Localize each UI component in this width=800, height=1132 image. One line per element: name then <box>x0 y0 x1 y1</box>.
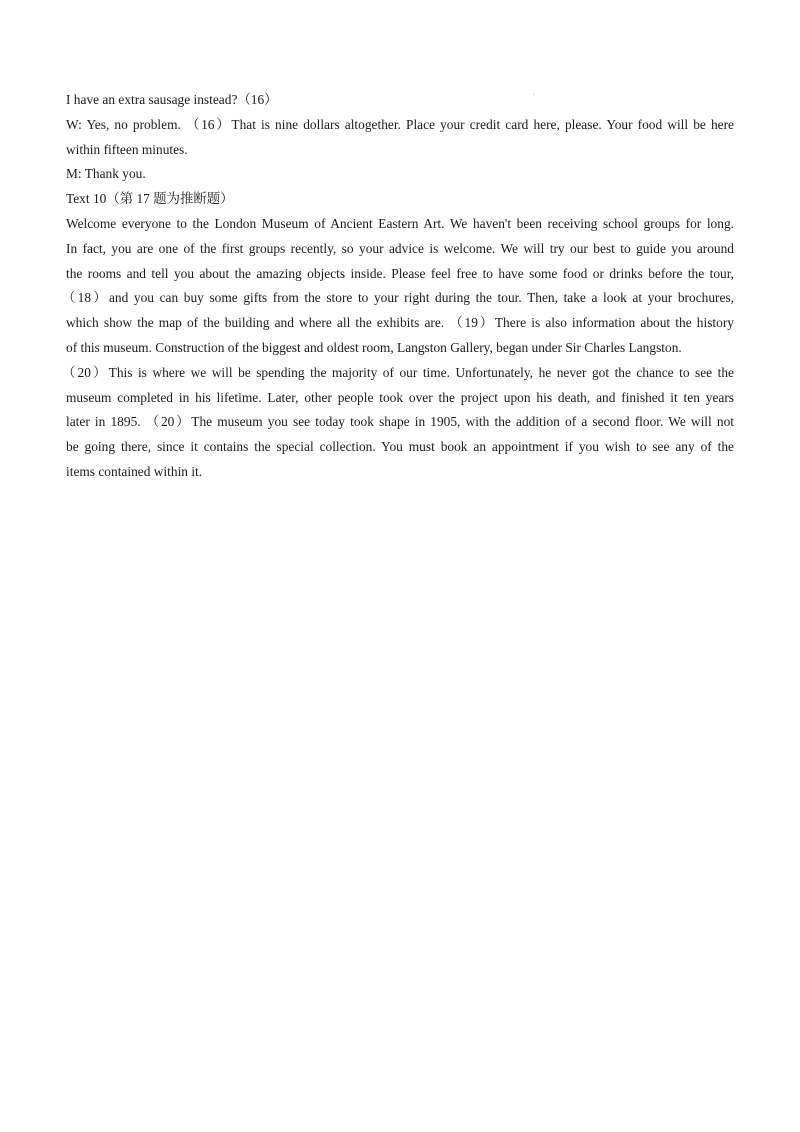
passage-line: of this museum. Construction of the biggest and oldest room, Langston Gallery, began under Sir Charles Langston. <box>66 339 682 355</box>
section-heading-text10: Text 10（第 17 题为推断题） <box>66 191 234 207</box>
passage-line: In fact, you are one of the first groups recently, so your advice is welcome. We will try our best to guide you around <box>66 240 734 256</box>
dialogue-line: I have an extra sausage instead?（16） <box>66 92 278 107</box>
passage-line: later in 1895. （20）The museum you see today took shape in 1905, with the addition of a second floor. We will not <box>66 414 734 430</box>
passage-line: items contained within it. <box>66 463 203 479</box>
dialogue-line: M: Thank you. <box>66 166 146 182</box>
passage-line: （18）and you can buy some gifts from the store to your right during the tour. Then, take a look at your brochures, <box>62 290 734 306</box>
dialogue-line: W: Yes, no problem. （16）That is nine dollars altogether. Place your credit card here, please. Your food will be here <box>66 116 734 132</box>
dialogue-line: within fifteen minutes. <box>66 141 188 157</box>
passage-line: museum completed in his lifetime. Later, other people took over the project upon his death, and finished it ten years <box>66 389 734 405</box>
passage-line: which show the map of the building and where all the exhibits are. （19）There is also information about the history <box>66 315 734 331</box>
passage-line: be going there, since it contains the special collection. You must book an appointment if you wish to see any of the <box>66 439 734 455</box>
passage-line: Welcome everyone to the London Museum of Ancient Eastern Art. We haven't been receiving school groups for long. <box>66 215 734 231</box>
transcript-page <box>62 88 734 485</box>
passage-line: （20）This is where we will be spending the majority of our time. Unfortunately, he never got the chance to see the <box>62 364 734 380</box>
passage-line: the rooms and tell you about the amazing objects inside. Please feel free to have some food or drinks before the tour, <box>66 265 734 281</box>
